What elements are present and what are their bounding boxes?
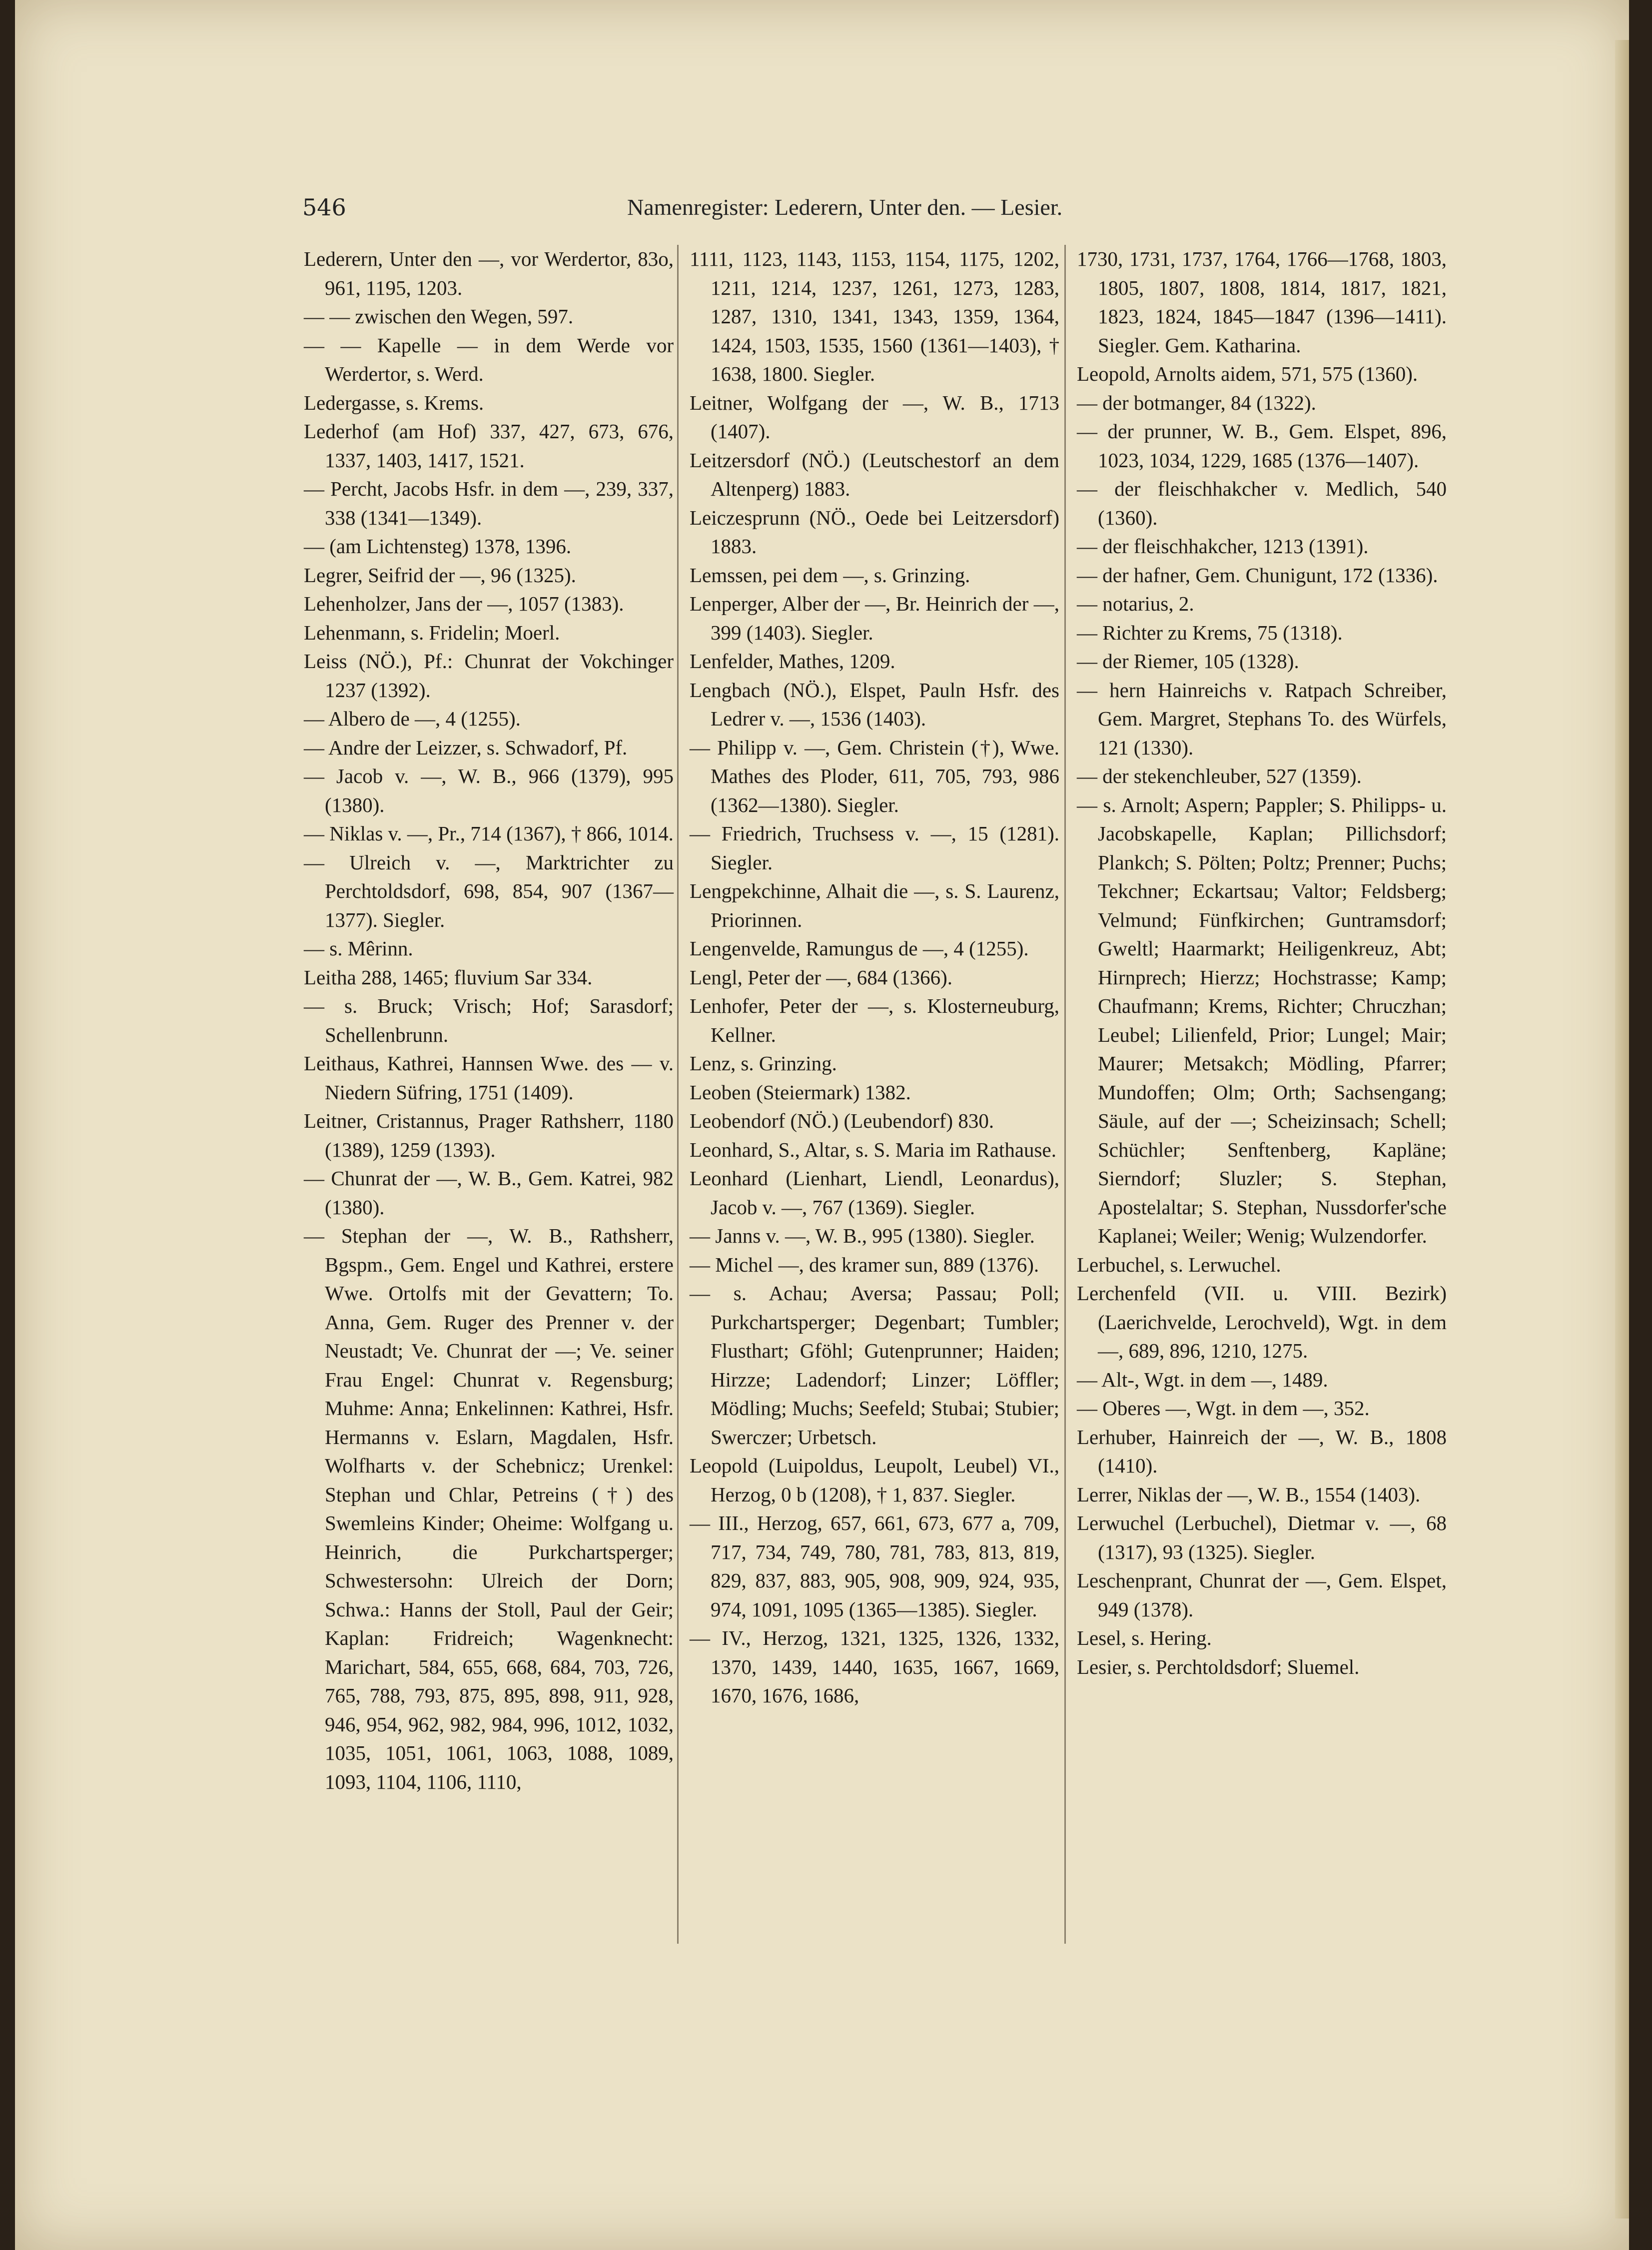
index-entry: Lemssen, pei dem —, s. Grinzing. [690, 563, 970, 587]
index-entry: Leoben (Steiermark) 1382. [690, 1080, 911, 1104]
index-entry: Lengpekchinne, Alhait die —, s. S. Laurenz, Priorinnen. [690, 879, 1059, 931]
index-entry: Leithaus, Kathrei, Hannsen Wwe. des — v. Niedern Süfring, 1751 (1409). [304, 1052, 674, 1104]
index-entry: — (am Lichtensteg) 1378, 1396. [304, 535, 572, 558]
index-entry: — Jacob v. —, W. B., 966 (1379), 995 (1380). [304, 764, 674, 816]
index-entry: — Ulreich v. —, Marktrichter zu Perchtoldsdorf, 698, 854, 907 (1367—1377). Siegler. [304, 850, 674, 931]
index-entry: Lesel, s. Hering. [1077, 1626, 1212, 1649]
index-entry: — hern Hainreichs v. Ratpach Schreiber, Gem. Margret, Stephans To. des Würfels, 121 (1330). [1077, 678, 1447, 759]
index-entry: Lerwuchel (Lerbuchel), Dietmar v. —, 68 (1317), 93 (1325). Siegler. [1077, 1511, 1447, 1563]
index-entry: Lenz, s. Grinzing. [690, 1052, 837, 1075]
index-entry: Leonhard, S., Altar, s. S. Maria im Rathause. [690, 1138, 1056, 1161]
index-entry: Leitzersdorf (NÖ.) (Leutschestorf an dem Altenperg) 1883. [690, 448, 1059, 500]
index-entry: Leitner, Cristannus, Prager Rathsherr, 1180 (1389), 1259 (1393). [304, 1109, 674, 1161]
index-entry: Leschenprant, Chunrat der —, Gem. Elspet, 949 (1378). [1077, 1569, 1447, 1621]
index-entry: — der botmanger, 84 (1322). [1077, 391, 1316, 414]
index-entry: — Friedrich, Truchsess v. —, 15 (1281). Siegler. [690, 822, 1059, 874]
running-title: Namenregister: Lederern, Unter den. — Lesier. [627, 194, 1063, 220]
index-entry: Legrer, Seifrid der —, 96 (1325). [304, 563, 576, 587]
index-entry: Leopold, Arnolts aidem, 571, 575 (1360). [1077, 362, 1418, 385]
index-entry: Lerchenfeld (VII. u. VIII. Bezirk) (Laerichvelde, Lerochveld), Wgt. in dem —, 689, 896, 1210, 1275. [1077, 1282, 1447, 1362]
index-entry: Leobendorf (NÖ.) (Leubendorf) 830. [690, 1109, 994, 1132]
index-entry: — III., Herzog, 657, 661, 673, 677 a, 709, 717, 734, 749, 780, 781, 783, 813, 819, 829, 837, 883, 905, 908, 909, 924, 935, 974, 1091, 1095 (1365—1385). Siegler. [690, 1511, 1059, 1621]
index-entry: Leonhard (Lienhart, Liendl, Leonardus), Jacob v. —, 767 (1369). Siegler. [690, 1167, 1059, 1219]
index-entry: — der stekenchleuber, 527 (1359). [1077, 764, 1362, 787]
index-entry: Leitner, Wolfgang der —, W. B., 1713 (1407). [690, 391, 1059, 443]
index-entry: Lederhof (am Hof) 337, 427, 673, 676, 1337, 1403, 1417, 1521. [304, 420, 674, 472]
index-column-2 [690, 245, 1059, 1710]
index-entry: Leiczesprunn (NÖ., Oede bei Leitzersdorf) 1883. [690, 506, 1059, 558]
index-entry: Lengl, Peter der —, 684 (1366). [690, 965, 953, 989]
index-entry: — notarius, 2. [1077, 592, 1194, 615]
index-entry: Lederern, Unter den —, vor Werdertor, 83o, 961, 1195, 1203. [304, 247, 674, 299]
index-entry: Lerbuchel, s. Lerwuchel. [1077, 1253, 1281, 1276]
index-entry: — Stephan der —, W. B., Rathsherr, Bgspm., Gem. Engel und Kathrei, erstere Wwe. Ortolfs mit der Gevattern; To. Anna, Gem. Ruger des Prenner v. der Neustadt; Ve. Chunrat der —; Ve. seiner Frau Engel: Chunrat v. Regensburg; Muhme: Anna; Enkelinnen: Kathrei, Hsfr. Hermanns v. Eslarn, Magdalen, Hsfr. Wolfharts v. der Schebnicz; Urenkel: Stephan und Chlar, Petreins (†) des Swemleins Kinder; Oheime: Wolfgang u. Heinrich, die Purkchartsperger; Schwestersohn: Ulreich der Dorn; Schwa.: Hanns der Stoll, Paul der Geir; Kaplan: Fridreich; Wagenknecht: Marichart, 584, 655, 668, 684, 703, 726, 765, 788, 793, 875, 895, 898, 911, 928, 946, 954, 962, 982, 984, 996, 1012, 1032, 1035, 1051, 1061, 1063, 1088, 1089, 1093, 1104, 1106, 1110, [304, 1224, 674, 1793]
index-entry: — Michel —, des kramer sun, 889 (1376). [690, 1253, 1039, 1276]
index-entry: Lengbach (NÖ.), Elspet, Pauln Hsfr. des Ledrer v. —, 1536 (1403). [690, 678, 1059, 730]
index-entry: — Andre der Leizzer, s. Schwadorf, Pf. [304, 736, 628, 759]
index-column-1 [304, 245, 674, 1796]
index-entry: Lerrer, Niklas der —, W. B., 1554 (1403). [1077, 1483, 1421, 1506]
index-entry: — der hafner, Gem. Chunigunt, 172 (1336). [1077, 563, 1438, 587]
index-entry: Leiss (NÖ.), Pf.: Chunrat der Vokchinger 1237 (1392). [304, 650, 674, 702]
page-number: 546 [302, 194, 346, 221]
index-entry: — der fleischhakcher, 1213 (1391). [1077, 535, 1369, 558]
index-entry: — s. Arnolt; Aspern; Pappler; S. Philipps- u. Jacobskapelle, Kaplan; Pillichsdorf; Plankch; S. Pölten; Poltz; Prenner; Puchs; Tekchner; Eckartsau; Valtor; Feldsberg; Velmund; Fünfkirchen; Guntramsdorf; Gweltl; Haarmarkt; Heiligenkreuz, Abt; Hirnprech; Hierzz; Hochstrasse; Kamp; Chaufmann; Krems, Richter; Chruczhan; Leubel; Lilienfeld, Prior; Lungel; Mair; Maurer; Metsakch; Mödling, Pfarrer; Mundoffen; Olm; Orth; Sachsengang; Säule, auf der —; Scheizinsach; Schell; Schüchler; Senftenberg, Kapläne; Sierndorf; Sluzler; S. Stephan, Apostelaltar; S. Stephan, Nussdorfer'sche Kaplanei; Weiler; Wenig; Wulzendorfer. [1077, 793, 1447, 1247]
index-entry: — der Riemer, 105 (1328). [1077, 650, 1299, 673]
index-entry: Lenperger, Alber der —, Br. Heinrich der —, 399 (1403). Siegler. [690, 592, 1059, 644]
index-entry: Leopold (Luipoldus, Leupolt, Leubel) VI., Herzog, 0 b (1208), † 1, 837. Siegler. [690, 1454, 1059, 1506]
index-entry: — Percht, Jacobs Hsfr. in dem —, 239, 337, 338 (1341—1349). [304, 477, 674, 529]
index-entry: — s. Mêrinn. [304, 937, 413, 960]
index-entry: Lerhuber, Hainreich der —, W. B., 1808 (1410). [1077, 1425, 1447, 1477]
index-entry: — s. Achau; Aversa; Passau; Poll; Purkchartsperger; Degenbart; Tumbler; Flusthart; Gföhl; Gutenprunner; Haiden; Hirzze; Ladendorf; Linzer; Löffler; Mödling; Muchs; Seefeld; Stubai; Stubier; Swerczer; Urbetsch. [690, 1282, 1059, 1449]
column-divider [677, 245, 679, 1944]
index-entry: — — Kapelle — in dem Werde vor Werdertor, s. Werd. [304, 333, 674, 385]
index-entry: — Janns v. —, W. B., 995 (1380). Siegler. [690, 1224, 1035, 1247]
index-entry: Lehenmann, s. Fridelin; Moerl. [304, 621, 560, 644]
index-entry: Lengenvelde, Ramungus de —, 4 (1255). [690, 937, 1029, 960]
index-entry: Lenfelder, Mathes, 1209. [690, 650, 895, 673]
index-entry: — der fleischhakcher v. Medlich, 540 (1360). [1077, 477, 1447, 529]
page-header [302, 190, 1107, 225]
index-entry: — Niklas v. —, Pr., 714 (1367), † 866, 1014. [304, 822, 674, 845]
index-entry: — Philipp v. —, Gem. Christein (†), Wwe. Mathes des Ploder, 611, 705, 793, 986 (1362—1380). Siegler. [690, 736, 1059, 816]
index-entry: Lesier, s. Perchtoldsdorf; Sluemel. [1077, 1655, 1360, 1678]
index-entry: — der prunner, W. B., Gem. Elspet, 896, 1023, 1034, 1229, 1685 (1376—1407). [1077, 420, 1447, 472]
index-entry: — — zwischen den Wegen, 597. [304, 305, 574, 328]
book-page [15, 0, 1629, 2250]
index-entry: — Chunrat der —, W. B., Gem. Katrei, 982 (1380). [304, 1167, 674, 1219]
column-divider [1064, 245, 1066, 1944]
index-entry: 1111, 1123, 1143, 1153, 1154, 1175, 1202, 1211, 1214, 1237, 1261, 1273, 1283, 1287, 1310, 1341, 1343, 1359, 1364, 1424, 1503, 1535, 1560 (1361—1403), † 1638, 1800. Siegler. [690, 247, 1059, 385]
index-entry: — Albero de —, 4 (1255). [304, 707, 521, 730]
index-entry: Leitha 288, 1465; fluvium Sar 334. [304, 965, 593, 989]
index-entry: — Richter zu Krems, 75 (1318). [1077, 621, 1343, 644]
index-entry: — s. Bruck; Vrisch; Hof; Sarasdorf; Schellenbrunn. [304, 994, 674, 1046]
index-entry: 1730, 1731, 1737, 1764, 1766—1768, 1803, 1805, 1807, 1808, 1814, 1817, 1821, 1823, 1824, 1845—1847 (1396—1411). Siegler. Gem. Katharina. [1077, 247, 1447, 357]
index-column-3 [1077, 245, 1447, 1681]
index-entry: Ledergasse, s. Krems. [304, 391, 484, 414]
index-entry: Lenhofer, Peter der —, s. Klosterneuburg, Kellner. [690, 994, 1059, 1046]
index-entry: — IV., Herzog, 1321, 1325, 1326, 1332, 1370, 1439, 1440, 1635, 1667, 1669, 1670, 1676, 1686, [690, 1626, 1059, 1707]
index-entry: — Oberes —, Wgt. in dem —, 352. [1077, 1397, 1370, 1420]
index-entry: — Alt-, Wgt. in dem —, 1489. [1077, 1368, 1328, 1391]
index-entry: Lehenholzer, Jans der —, 1057 (1383). [304, 592, 624, 615]
